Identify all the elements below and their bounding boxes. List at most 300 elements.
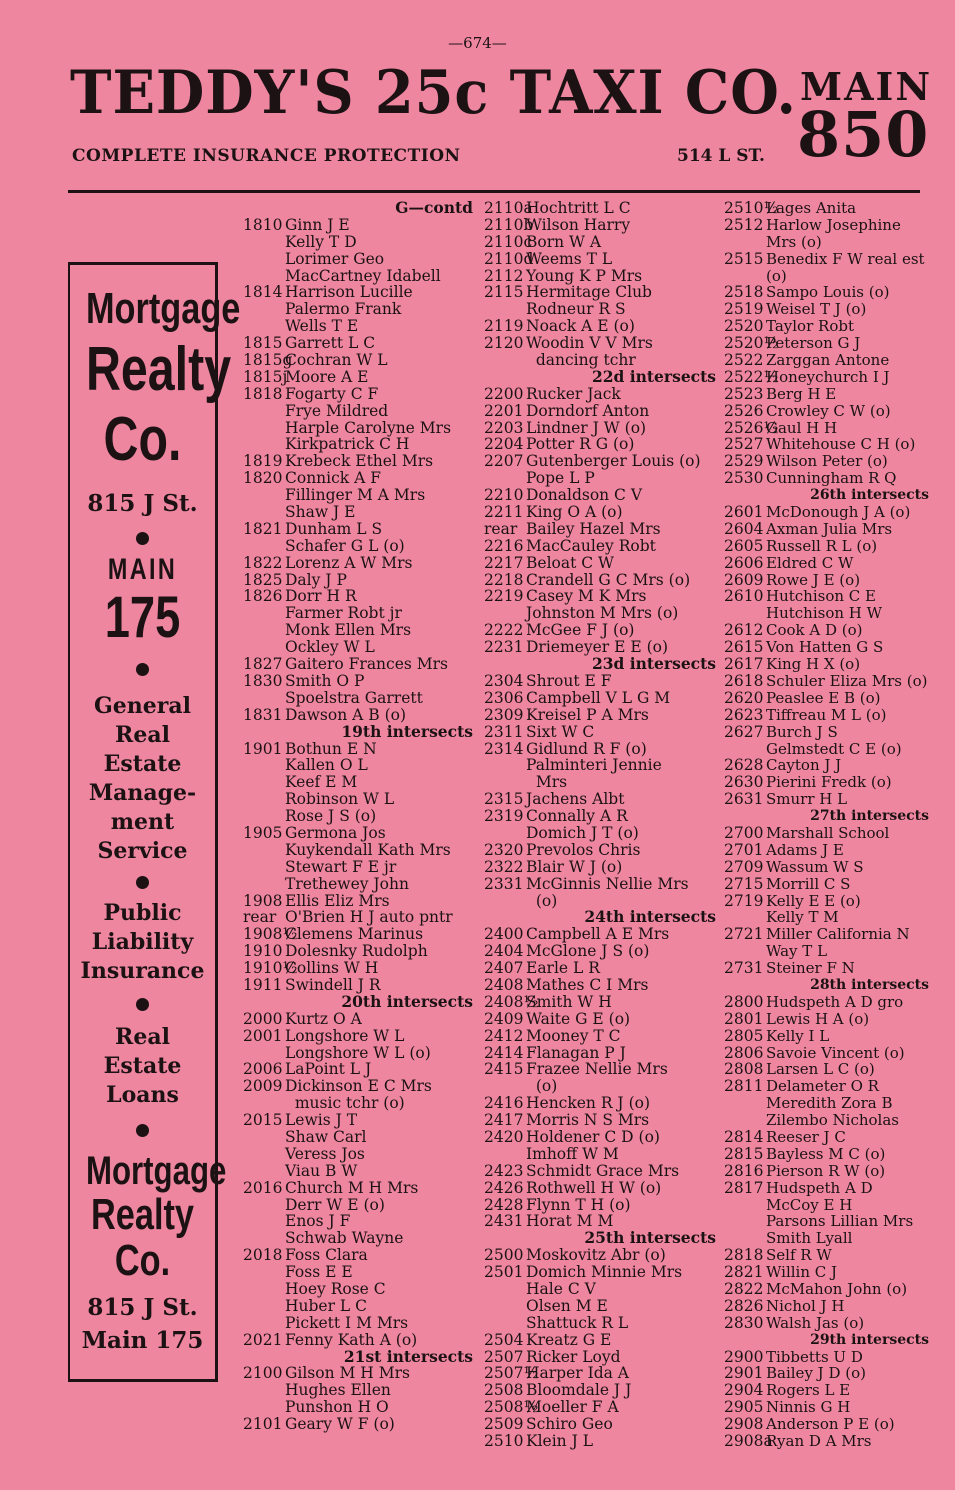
house-number: 2801 [724, 1009, 764, 1028]
house-number: 2826 [724, 1296, 764, 1315]
resident-name: Shrout E F [526, 671, 612, 690]
directory-entry [724, 217, 929, 234]
directory-entry [484, 605, 716, 622]
resident-name: Axman Julia Mrs [766, 519, 893, 538]
house-number [724, 1197, 766, 1214]
house-number [243, 842, 285, 859]
directory-entry [484, 791, 716, 808]
directory-entry [724, 403, 929, 420]
directory-entry [484, 825, 716, 842]
directory-entry [243, 943, 473, 960]
house-number: 2501 [484, 1263, 524, 1282]
house-number: 2407 [484, 959, 524, 978]
directory-entry [243, 1230, 473, 1247]
resident-name: Connally A R [526, 807, 628, 826]
house-number: 2018 [243, 1246, 283, 1265]
house-number [243, 791, 285, 808]
resident-name: Prevolos Chris [526, 840, 641, 859]
house-number: 1820 [243, 469, 283, 488]
house-number: 2529 [724, 452, 764, 471]
directory-entry [243, 1112, 473, 1129]
house-number [243, 268, 285, 285]
directory-entry [724, 251, 929, 268]
directory-entry [243, 842, 473, 859]
resident-name: Shaw J E [285, 503, 356, 522]
house-number: 2821 [724, 1263, 764, 1282]
directory-entry [484, 1112, 716, 1129]
section-header: 24th intersects [584, 907, 716, 927]
resident-name: Rucker Jack [526, 384, 621, 403]
house-number: 2414 [484, 1043, 524, 1062]
house-number [484, 825, 526, 842]
house-number [243, 876, 285, 893]
house-number [484, 893, 526, 910]
directory-entry [243, 639, 473, 656]
house-number: 2627 [724, 722, 764, 741]
resident-name: Weisel T J (o) [766, 300, 867, 319]
house-number [724, 605, 766, 622]
directory-entry [484, 268, 716, 285]
resident-name: Kelly E E (o) [766, 891, 861, 910]
resident-name: Waite G E (o) [526, 1009, 631, 1028]
resident-name: Adams J E [766, 840, 844, 859]
house-number: 2816 [724, 1161, 764, 1180]
house-number: 2822 [724, 1280, 764, 1298]
directory-entry [243, 893, 473, 910]
resident-name: Born W A [526, 232, 602, 251]
resident-name: Savoie Vincent (o) [766, 1043, 905, 1062]
resident-name: Flanagan P J [526, 1043, 626, 1062]
house-number: 2119 [484, 317, 524, 336]
directory-entry [724, 234, 929, 251]
resident-name: MacCauley Robt [526, 536, 656, 555]
resident-name: Beloat C W [526, 553, 614, 572]
sidebar-phone-label: MAIN [107, 553, 178, 586]
directory-entry [484, 1197, 716, 1214]
house-number [243, 301, 285, 318]
resident-name: Krebeck Ethel Mrs [285, 452, 434, 471]
resident-name: Farmer Robt jr [285, 604, 402, 623]
directory-entry [724, 994, 929, 1011]
resident-name: Whitehouse C H (o) [766, 435, 916, 454]
house-number: 2016 [243, 1178, 283, 1197]
directory-entry [724, 1095, 929, 1112]
directory-entry [724, 420, 929, 437]
house-number: 1819 [243, 452, 283, 471]
resident-name: Eldred C W [766, 553, 854, 572]
directory-entry [243, 1197, 473, 1214]
resident-name: Cunningham R Q [766, 469, 897, 488]
house-number: 2620 [724, 688, 764, 707]
house-number [243, 1382, 285, 1399]
resident-name: Bayless M C (o) [766, 1144, 886, 1163]
directory-entry [243, 1298, 473, 1315]
resident-name: Bailey J D (o) [766, 1364, 866, 1383]
house-number: 2604 [724, 519, 764, 538]
house-number: 2901 [724, 1364, 764, 1383]
house-number: 2431 [484, 1212, 524, 1231]
house-number [243, 251, 285, 268]
resident-name: Harrison Lucille [285, 283, 413, 302]
resident-name: Larsen L C (o) [766, 1060, 875, 1079]
section-header: 25th intersects [584, 1228, 716, 1248]
resident-name: Lages Anita [766, 199, 857, 217]
directory-entry [484, 1315, 716, 1332]
resident-name: Cook A D (o) [766, 621, 863, 640]
directory-entry [243, 1416, 473, 1433]
directory-entry [724, 335, 929, 352]
resident-name: Berg H E [766, 384, 837, 403]
directory-entry [243, 825, 473, 842]
directory-entry [724, 318, 929, 335]
house-number [243, 1264, 285, 1281]
house-number: 1908 [243, 891, 283, 910]
directory-entry [484, 1146, 716, 1163]
directory-entry [724, 1180, 929, 1197]
directory-entry [484, 1095, 716, 1112]
resident-name: Harlow Josephine [766, 215, 901, 234]
resident-name: Fillinger M A Mrs [285, 486, 426, 505]
resident-name: Pickett I M Mrs [285, 1313, 409, 1332]
directory-entry [484, 707, 716, 724]
resident-name: Smith W H [526, 992, 612, 1011]
directory-entry [724, 741, 929, 758]
resident-name: Hughes Ellen [285, 1381, 391, 1400]
directory-entry [484, 994, 716, 1011]
directory-entry [484, 301, 716, 318]
house-number [243, 639, 285, 656]
house-number [243, 487, 285, 504]
directory-entry [243, 521, 473, 538]
house-number: 2905 [724, 1398, 764, 1417]
house-number: 2015 [243, 1111, 283, 1130]
directory-entry [484, 487, 716, 504]
house-number [484, 301, 526, 318]
house-number: 2615 [724, 638, 764, 657]
directory-entry [484, 200, 716, 217]
directory-entry [243, 876, 473, 893]
resident-name: Mooney T C [526, 1026, 621, 1045]
directory-entry [484, 251, 716, 268]
house-number: 2416 [484, 1094, 524, 1113]
directory-entry [484, 1382, 716, 1399]
house-number [724, 1213, 766, 1230]
house-number: 2900 [724, 1347, 764, 1366]
resident-name: Potter R G (o) [526, 435, 635, 454]
house-number: 2021 [243, 1330, 283, 1349]
directory-entry [724, 859, 929, 876]
house-number [243, 1399, 285, 1416]
resident-name: Schiro Geo [526, 1415, 613, 1434]
house-number: 2510½ [724, 199, 779, 217]
house-number: 2420 [484, 1127, 524, 1146]
resident-name: Geary W F (o) [285, 1415, 395, 1434]
house-number: 2400 [484, 925, 524, 944]
resident-name: music tchr (o) [285, 1094, 405, 1113]
house-number: 2101 [243, 1415, 283, 1434]
house-number: 2222 [484, 621, 524, 640]
directory-entry [484, 1264, 716, 1281]
resident-name: Rogers L E [766, 1381, 851, 1400]
resident-name: Hutchison C E [766, 587, 876, 606]
directory-entry [243, 690, 473, 707]
house-number: 2216 [484, 536, 524, 555]
house-number: 2201 [484, 401, 524, 420]
directory-entry [724, 1045, 929, 1062]
directory-entry [243, 1146, 473, 1163]
resident-name: Veress Jos [285, 1144, 365, 1163]
resident-name: Smith Lyall [766, 1229, 853, 1248]
resident-name: Burch J S [766, 722, 838, 741]
resident-name: (o) [526, 1077, 558, 1096]
house-number: 2808 [724, 1060, 764, 1079]
resident-name: Honeychurch I J [766, 367, 890, 386]
banner-address: 514 L ST. [677, 146, 765, 166]
directory-entry [724, 1433, 929, 1450]
house-number [484, 1281, 526, 1298]
directory-entry [724, 268, 929, 285]
directory-entry [484, 1061, 716, 1078]
directory-entry [243, 622, 473, 639]
house-number: 2417 [484, 1111, 524, 1130]
directory-entry [724, 690, 929, 707]
directory-entry [724, 1213, 929, 1230]
resident-name: Wilson Peter (o) [766, 452, 888, 471]
directory-entry [484, 1011, 716, 1028]
resident-name: Trethewey John [285, 874, 409, 893]
directory-entry [243, 1247, 473, 1264]
house-number: 2527 [724, 435, 764, 454]
directory-entry [484, 284, 716, 301]
directory-entry [724, 521, 929, 538]
resident-name: Hudspeth A D gro [766, 992, 904, 1011]
directory-entry [724, 707, 929, 724]
house-number: 2811 [724, 1077, 764, 1096]
house-number: 1822 [243, 553, 283, 572]
directory-column-1 [243, 200, 473, 1433]
directory-entry [243, 588, 473, 605]
resident-name: Ricker Loyd [526, 1347, 621, 1366]
house-number [484, 1315, 526, 1332]
resident-name: Frazee Nellie Mrs [526, 1060, 668, 1079]
directory-entry [484, 572, 716, 589]
directory-entry [243, 926, 473, 943]
header-rule [68, 190, 920, 193]
resident-name: Crowley C W (o) [766, 401, 891, 420]
directory-entry [484, 335, 716, 352]
resident-name: Peaslee E B (o) [766, 688, 881, 707]
resident-name: Spoelstra Garrett [285, 688, 423, 707]
directory-entry [724, 200, 929, 217]
directory-entry [484, 1180, 716, 1197]
directory-entry [243, 284, 473, 301]
banner-phone-number: 850 [797, 98, 930, 171]
resident-name: Kelly I L [766, 1026, 830, 1045]
directory-entry [484, 842, 716, 859]
resident-name: Palermo Frank [285, 300, 402, 319]
resident-name: Campbell A E Mrs [526, 925, 670, 944]
resident-name: Rowe J E (o) [766, 570, 861, 589]
house-number: 2631 [724, 790, 764, 809]
section-header: 28th intersects [810, 976, 929, 993]
house-number: 2311 [484, 722, 524, 741]
resident-name: Self R W [766, 1246, 832, 1265]
directory-entry [724, 284, 929, 301]
resident-name: Marshall School [766, 823, 890, 842]
resident-name: Smith O P [285, 671, 365, 690]
house-number: 1826 [243, 587, 283, 606]
directory-entry [484, 741, 716, 758]
resident-name: Morris N S Mrs [526, 1111, 650, 1130]
house-number: 1821 [243, 519, 283, 538]
resident-name: Robinson W L [285, 790, 395, 809]
directory-entry [243, 808, 473, 825]
house-number: 2428 [484, 1195, 524, 1214]
directory-entry [243, 234, 473, 251]
resident-name: Hale C V [526, 1280, 596, 1298]
directory-entry [243, 1078, 473, 1095]
resident-name: Longshore W L (o) [285, 1043, 431, 1062]
house-number [724, 1112, 766, 1129]
resident-name: Campbell V L G M [526, 688, 671, 707]
house-number: 2115 [484, 283, 524, 302]
resident-name: Moore A E [285, 367, 369, 386]
resident-name: Flynn T H (o) [526, 1195, 631, 1214]
directory-entry [724, 572, 929, 589]
directory-entry [243, 1129, 473, 1146]
directory-entry [724, 724, 929, 741]
directory-entry [724, 555, 929, 572]
directory-entry [724, 842, 929, 859]
house-number: 2908a [724, 1432, 773, 1451]
directory-entry [484, 724, 716, 741]
house-number [724, 1230, 766, 1247]
directory-entry [724, 1197, 929, 1214]
directory-entry [484, 420, 716, 437]
sidebar-company-1a: Mortgage [85, 284, 241, 333]
directory-entry [724, 470, 929, 487]
resident-name: Olsen M E [526, 1296, 608, 1315]
directory-entry [724, 1247, 929, 1264]
house-number: 2231 [484, 638, 524, 657]
directory-entry [724, 1061, 929, 1078]
directory-entry [243, 1315, 473, 1332]
house-number: 1810 [243, 215, 283, 234]
directory-entry [484, 1399, 716, 1416]
house-number: 2504 [484, 1330, 524, 1349]
directory-entry [243, 1399, 473, 1416]
directory-entry [484, 1298, 716, 1315]
directory-entry [724, 960, 929, 977]
resident-name: Lorimer Geo [285, 249, 385, 268]
resident-name: Church M H Mrs [285, 1178, 419, 1197]
house-number: 2618 [724, 671, 764, 690]
directory-entry [724, 1281, 929, 1298]
house-number: 2423 [484, 1161, 524, 1180]
house-number [484, 352, 526, 369]
directory-entry [484, 453, 716, 470]
house-number: 2519 [724, 300, 764, 319]
directory-entry [243, 572, 473, 589]
directory-entry [724, 1382, 929, 1399]
resident-name: McDonough J A (o) [766, 503, 911, 522]
resident-name: Dawson A B (o) [285, 705, 406, 724]
resident-name: Wilson Harry [526, 215, 631, 234]
house-number: 2404 [484, 942, 524, 961]
directory-column-2 [484, 200, 716, 1450]
resident-name: Parsons Lillian Mrs [766, 1212, 914, 1231]
house-number: 2806 [724, 1043, 764, 1062]
resident-name: Shaw Carl [285, 1127, 367, 1146]
resident-name: Kuykendall Kath Mrs [285, 840, 451, 859]
directory-entry [243, 1011, 473, 1028]
house-number: 2412 [484, 1026, 524, 1045]
directory-entry [724, 352, 929, 369]
resident-name: Dickinson E C Mrs [285, 1077, 432, 1096]
house-number: 1815g [243, 351, 293, 370]
resident-name: Rose J S (o) [285, 807, 377, 826]
directory-entry [484, 1163, 716, 1180]
directory-entry [243, 251, 473, 268]
house-number [724, 943, 766, 960]
resident-name: Walsh Jas (o) [766, 1313, 865, 1332]
house-number: 2508 [484, 1381, 524, 1400]
resident-name: Pope L P [526, 469, 595, 488]
house-number: 1905 [243, 823, 283, 842]
section-header: 26th intersects [810, 487, 929, 504]
resident-name: Meredith Zora B [766, 1094, 893, 1113]
directory-entry [243, 335, 473, 352]
house-number: 2515 [724, 249, 764, 268]
house-number [243, 420, 285, 437]
sidebar-service-2: Public Liability Insurance [80, 900, 205, 984]
resident-name: Klein J L [526, 1432, 594, 1451]
directory-entry [484, 757, 716, 774]
house-number: 2526 [724, 401, 764, 420]
sidebar-company-2a: Mortgage [85, 1149, 227, 1193]
sidebar-phone-2: Main 175 [81, 1327, 204, 1354]
directory-entry [484, 386, 716, 403]
directory-entry [484, 943, 716, 960]
directory-entry [243, 741, 473, 758]
resident-name: Gelmstedt C E (o) [766, 739, 902, 758]
resident-name: King H X (o) [766, 655, 861, 674]
resident-name: Earle L R [526, 959, 600, 978]
directory-entry [724, 943, 929, 960]
directory-entry [484, 217, 716, 234]
house-number: 2817 [724, 1178, 764, 1197]
resident-name: (o) [766, 266, 787, 285]
sidebar-address: 815 J St. [87, 490, 198, 517]
resident-name: Casey M K Mrs [526, 587, 647, 606]
resident-name: Imhoff W M [526, 1144, 619, 1163]
directory-entry [724, 1416, 929, 1433]
resident-name: Dunham L S [285, 519, 383, 538]
resident-name: Harple Carolyne Mrs [285, 418, 452, 437]
resident-name: Kallen O L [285, 756, 368, 775]
house-number: 2623 [724, 705, 764, 724]
directory-entry [484, 538, 716, 555]
house-number: 2110b [484, 215, 534, 234]
resident-name: Mrs [526, 773, 568, 792]
house-number: 2709 [724, 857, 764, 876]
resident-name: Blair W J (o) [526, 857, 623, 876]
resident-name: Cayton J J [766, 756, 842, 775]
sidebar-company-2c: Co. [114, 1236, 171, 1285]
directory-entry [484, 318, 716, 335]
resident-name: Steiner F N [766, 959, 855, 978]
resident-name: Crandell G C Mrs (o) [526, 570, 691, 589]
